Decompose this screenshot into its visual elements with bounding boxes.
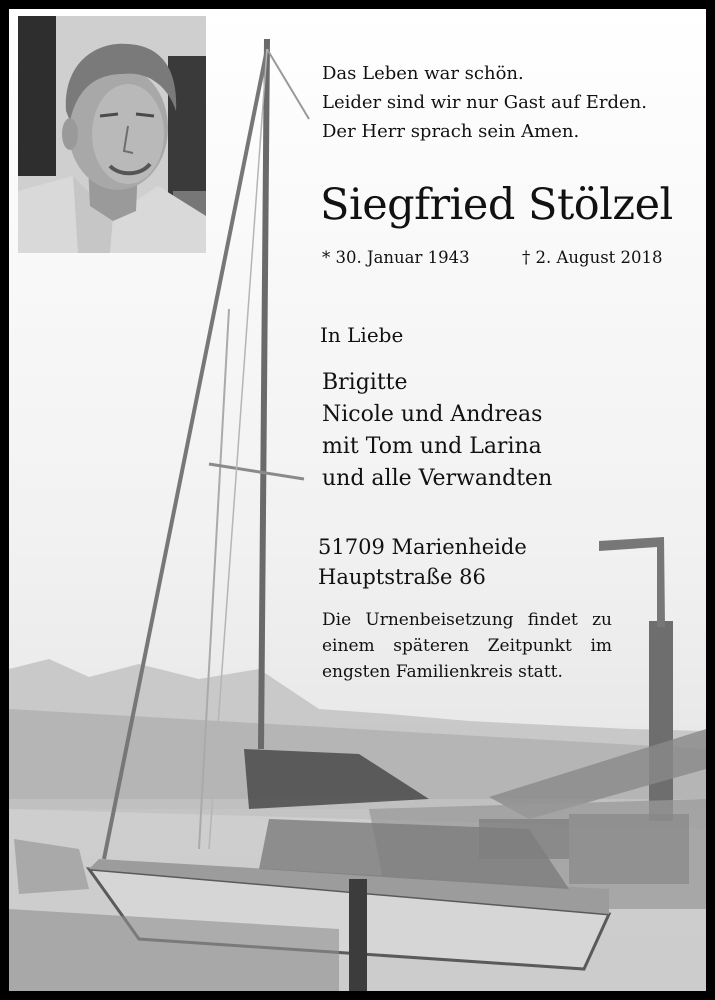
burial-notice	[322, 607, 612, 685]
address-block	[318, 532, 527, 592]
mourner-line: und alle Verwandten	[322, 466, 553, 491]
mourners-list	[322, 367, 552, 495]
motto-line: Der Herr sprach sein Amen.	[322, 121, 580, 142]
deceased-name: Siegfried Stölzel	[320, 180, 673, 230]
address-city: 51709 Marienheide	[318, 535, 527, 559]
death-date: † 2. August 2018	[522, 248, 663, 267]
address-street: Hauptstraße 86	[318, 565, 486, 589]
motto-line: Das Leben war schön.	[322, 63, 524, 84]
mourner-line: Nicole und Andreas	[322, 402, 543, 427]
motto-verse	[322, 59, 647, 146]
mourner-line: Brigitte	[322, 370, 408, 395]
portrait-photo	[18, 16, 206, 253]
mourner-line: mit Tom und Larina	[322, 434, 542, 459]
motto-line: Leider sind wir nur Gast auf Erden.	[322, 92, 647, 113]
notice-line: einem späteren Zeitpunkt im	[322, 636, 612, 656]
birth-date: * 30. Januar 1943	[322, 248, 470, 267]
notice-line: engsten Familienkreis statt.	[322, 662, 563, 682]
mourners-intro: In Liebe	[320, 323, 404, 347]
notice-line: Die Urnenbeisetzung findet zu	[322, 610, 612, 630]
